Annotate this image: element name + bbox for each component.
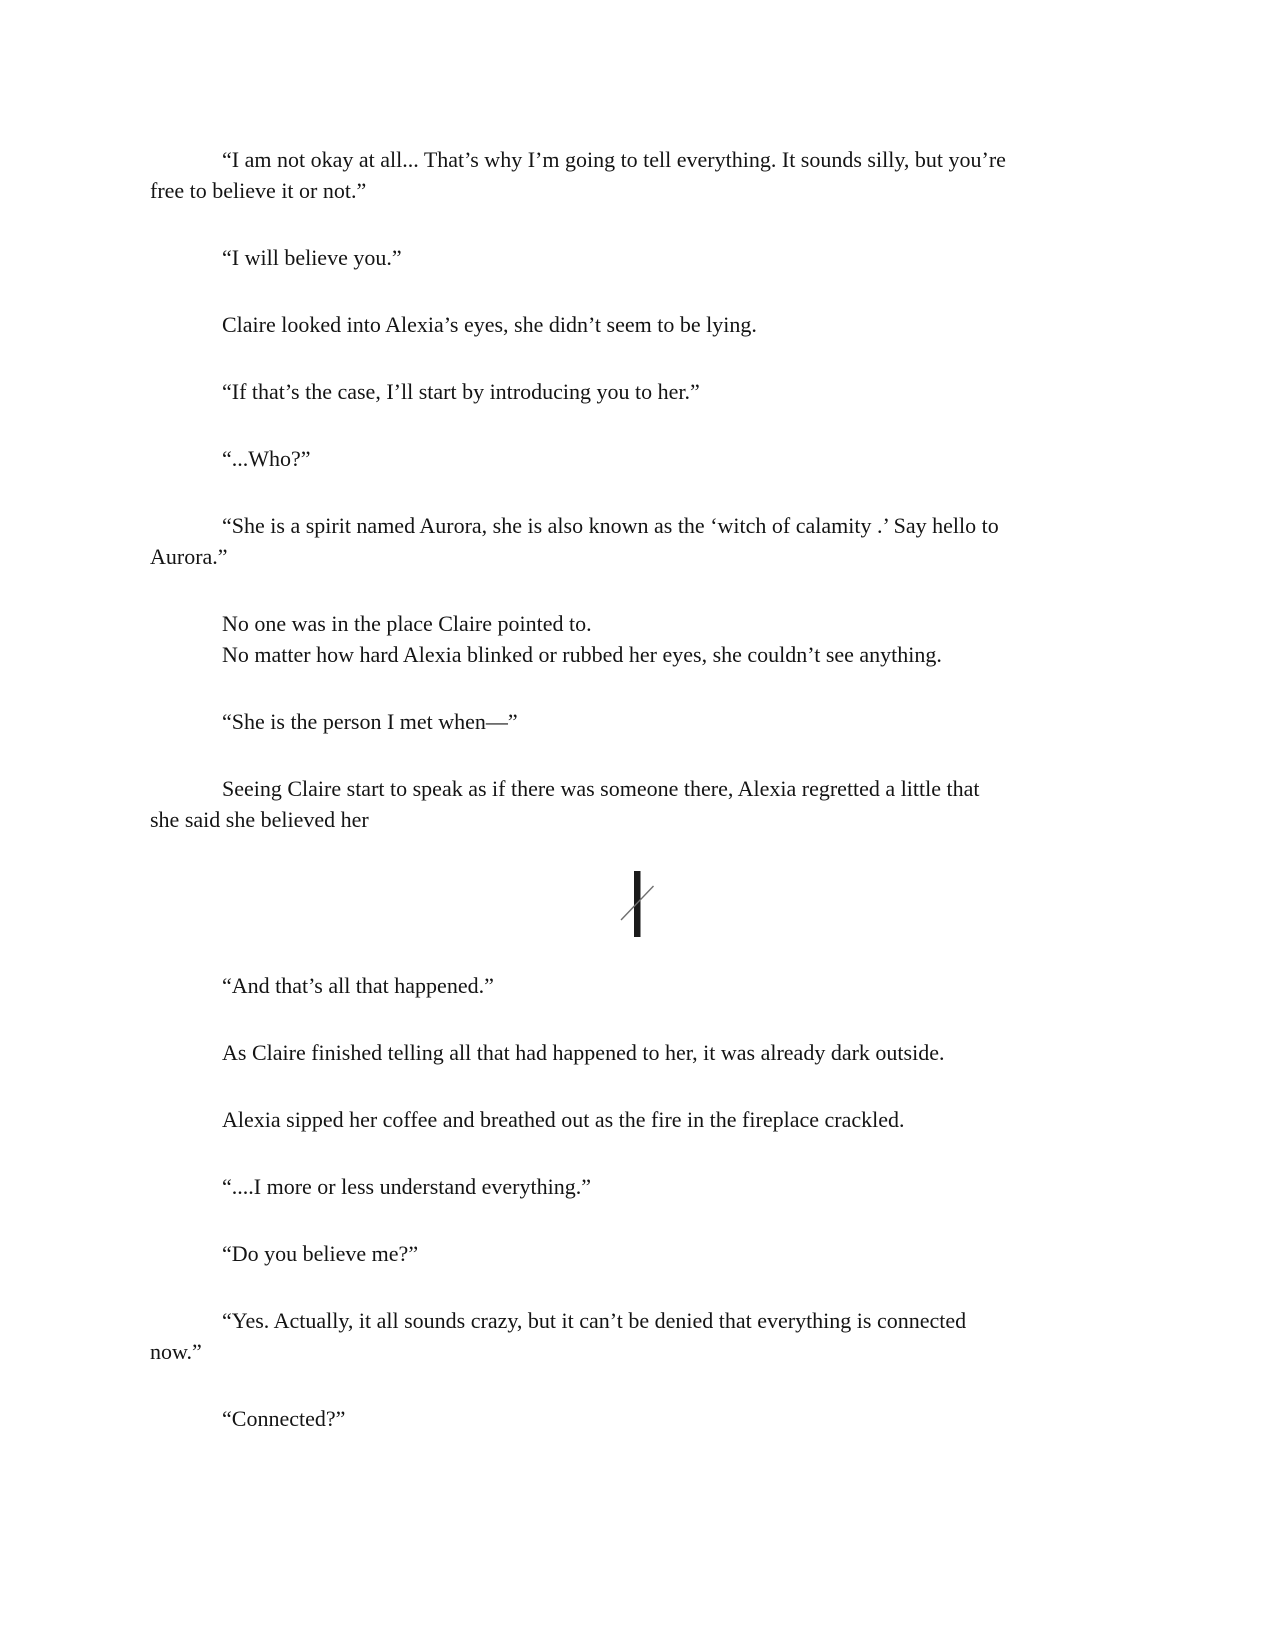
paragraph-line: No one was in the place Claire pointed to. — [222, 611, 592, 636]
paragraph-line: “Yes. Actually, it all sounds crazy, but it can’t be denied that everything is connected — [222, 1308, 967, 1333]
paragraph — [150, 1104, 1123, 1135]
paragraph-line: “She is the person I met when—” — [222, 709, 518, 734]
paragraph-line: Alexia sipped her coffee and breathed out as the fire in the fireplace crackled. — [222, 1107, 905, 1132]
paragraph — [150, 242, 1123, 273]
paragraph-line: “She is a spirit named Aurora, she is also known as the ‘witch of calamity .’ Say hello to — [222, 513, 999, 538]
paragraph-line: “I will believe you.” — [222, 245, 402, 270]
paragraph — [150, 1403, 1123, 1434]
paragraph — [150, 510, 1123, 572]
paragraph-line: “Connected?” — [222, 1406, 346, 1431]
paragraph-line: “....I more or less understand everything.” — [222, 1174, 591, 1199]
paragraph-line: Aurora.” — [150, 544, 228, 569]
story-section-before-break — [150, 144, 1123, 835]
paragraph — [150, 608, 1123, 670]
paragraph — [150, 376, 1123, 407]
paragraph-line: “I am not okay at all... That’s why I’m going to tell everything. It sounds silly, but you’re — [222, 147, 1006, 172]
paragraph — [150, 443, 1123, 474]
paragraph-line: “Do you believe me?” — [222, 1241, 419, 1266]
paragraph — [150, 1305, 1123, 1367]
paragraph-line: “And that’s all that happened.” — [222, 973, 494, 998]
paragraph-line: she said she believed her — [150, 807, 369, 832]
scene-break-slashed-bar-icon — [617, 871, 657, 937]
paragraph — [150, 1238, 1123, 1269]
paragraph-line: Seeing Claire start to speak as if there was someone there, Alexia regretted a little that — [222, 776, 980, 801]
scene-break-divider — [150, 871, 1123, 937]
paragraph-line: now.” — [150, 1339, 202, 1364]
paragraph — [150, 970, 1123, 1001]
paragraph — [150, 1037, 1123, 1068]
paragraph — [150, 309, 1123, 340]
story-section-after-break — [150, 970, 1123, 1434]
paragraph — [150, 144, 1123, 206]
paragraph-line: “...Who?” — [222, 446, 311, 471]
paragraph — [150, 706, 1123, 737]
paragraph-line: “If that’s the case, I’ll start by introducing you to her.” — [222, 379, 700, 404]
paragraph — [150, 1171, 1123, 1202]
paragraph-line: free to believe it or not.” — [150, 178, 367, 203]
paragraph-line: No matter how hard Alexia blinked or rubbed her eyes, she couldn’t see anything. — [222, 642, 942, 667]
paragraph — [150, 773, 1123, 835]
paragraph-line: As Claire finished telling all that had happened to her, it was already dark outside. — [222, 1040, 945, 1065]
paragraph-line: Claire looked into Alexia’s eyes, she didn’t seem to be lying. — [222, 312, 757, 337]
